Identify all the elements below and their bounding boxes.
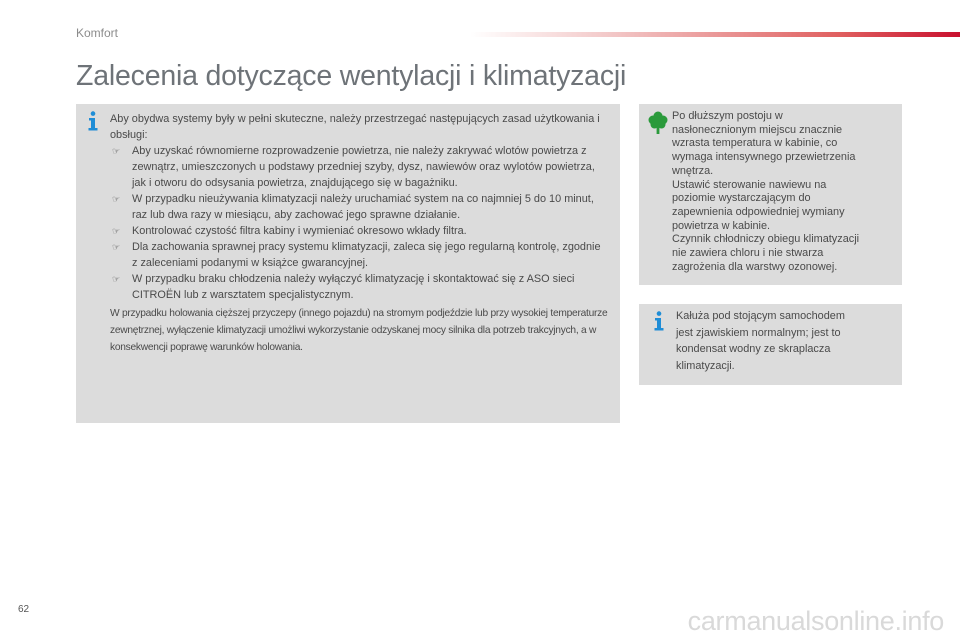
list-item-text: Dla zachowania sprawnej pracy systemu klimatyzacji, zaleca się jego regularną kontrolę, zgodnie z zaleceniami podanymi w książce gwarancyjnej. bbox=[132, 241, 601, 269]
recommendations-intro: Aby obydwa systemy były w pełni skuteczne, należy przestrzegać następujących zasad użytkowania i obsługi: bbox=[110, 113, 600, 141]
list-item bbox=[110, 223, 608, 239]
pointing-hand-icon: ☞ bbox=[112, 146, 121, 156]
info-icon bbox=[653, 311, 665, 331]
list-item bbox=[110, 271, 608, 303]
info-icon bbox=[87, 111, 99, 131]
recommendations-text bbox=[110, 111, 608, 356]
watermark: carmanualsonline.info bbox=[687, 606, 944, 636]
page-title: Zalecenia dotyczące wentylacji i klimatyzacji bbox=[76, 60, 627, 92]
towing-note: W przypadku holowania cięższej przyczepy (innego pojazdu) na stromym podjeździe lub przy wysokiej temperaturze zewnętrznej, wyłączenie klimatyzacji umożliwi wykorzystanie odzyskanej mocy silnika dla potrzeb trakcyjnych, a w konsekwencji poprawę warunków holowania. bbox=[110, 308, 608, 353]
list-item-text: Kontrolować czystość filtra kabiny i wymieniać okresowo wkłady filtra. bbox=[132, 225, 467, 237]
list-item-text: W przypadku nieużywania klimatyzacji należy uruchamiać system na co najmniej 5 do 10 minut, raz lub dwa razy w miesiącu, aby zachować jego sprawne działanie. bbox=[132, 193, 594, 221]
list-item-text: Aby uzyskać równomierne rozprowadzenie powietrza, nie należy zakrywać wlotów powietrza z zewnątrz, umieszczonych u podstawy przedniej szyby, dysz, nawiewów oraz wylotów powietrza, jak i otworu do odsysania powietrza, znajdującego się w bagażniku. bbox=[132, 145, 595, 189]
pointing-hand-icon: ☞ bbox=[112, 194, 121, 204]
pointing-hand-icon: ☞ bbox=[112, 242, 121, 252]
list-item bbox=[110, 191, 608, 223]
tree-icon bbox=[648, 111, 668, 135]
list-item bbox=[110, 143, 608, 191]
section-label: Komfort bbox=[76, 26, 119, 40]
recommendations-list bbox=[110, 143, 608, 303]
pointing-hand-icon: ☞ bbox=[112, 274, 121, 284]
list-item-text: W przypadku braku chłodzenia należy wyłączyć klimatyzację i skontaktować się z ASO sieci CITROËN lub z warsztatem specjalistycznym. bbox=[132, 273, 575, 301]
page-number: 62 bbox=[18, 604, 30, 615]
list-item bbox=[110, 239, 608, 271]
header-divider bbox=[470, 32, 960, 37]
eco-text: Po dłuższym postoju w nasłonecznionym miejscu znacznie wzrasta temperatura w kabinie, co wymaga intensywnego przewietrzenia wnętrza. Ustawić sterowanie nawiewu na poziomie wystarczającym do zapewnienia odpowiedniej wymiany powietrza w kabinie. Czynnik chłodniczy obiegu klimatyzacji nie zawiera chloru i nie stwarza zagrożenia dla warstwy ozonowej. bbox=[672, 110, 860, 273]
info-text: Kałuża pod stojącym samochodem jest zjawiskiem normalnym; jest to kondensat wodny ze skraplacza klimatyzacji. bbox=[676, 310, 845, 372]
pointing-hand-icon: ☞ bbox=[112, 226, 121, 236]
